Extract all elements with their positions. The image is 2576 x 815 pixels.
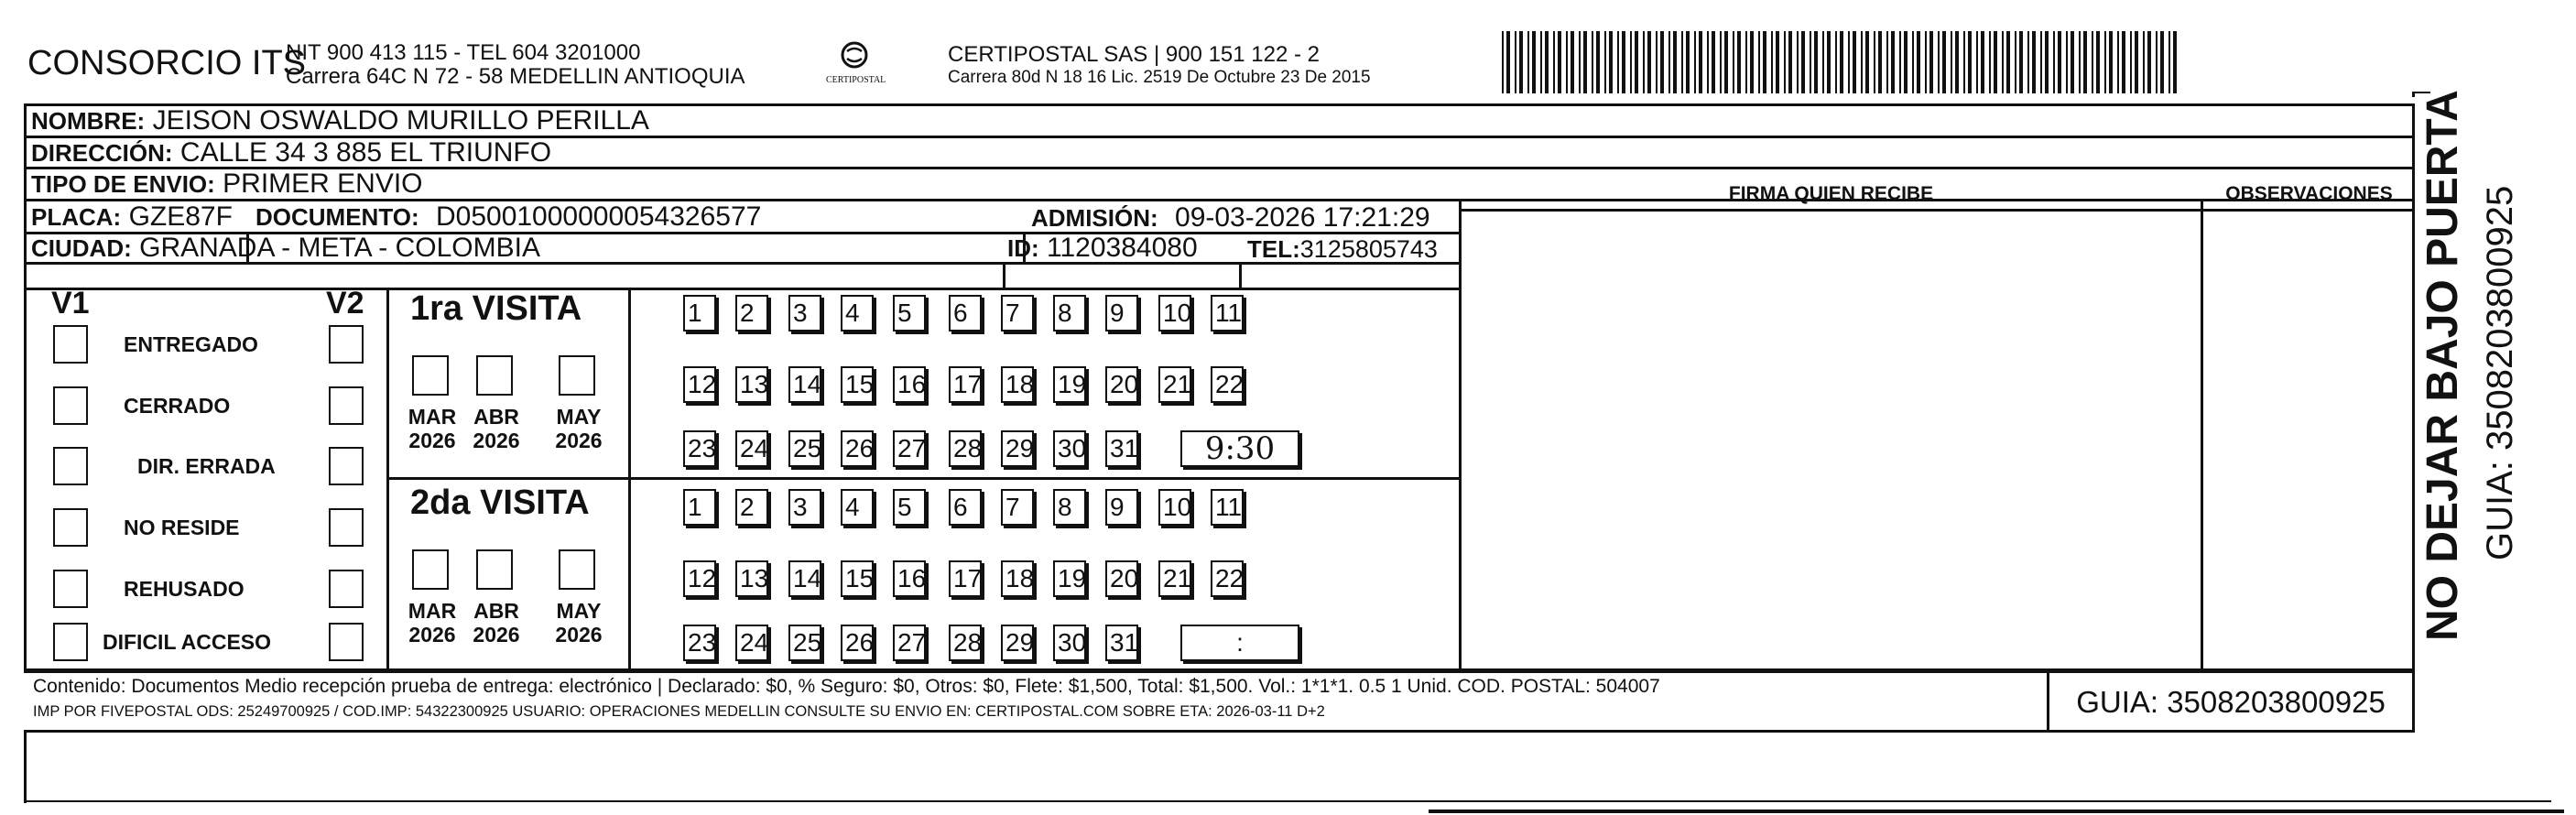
year-label: 2026 bbox=[408, 429, 456, 452]
barcode-bar bbox=[1553, 31, 1555, 93]
status-label: ENTREGADO bbox=[124, 332, 258, 356]
day-box[interactable]: 31 bbox=[1105, 625, 1138, 661]
barcode-bar bbox=[1660, 31, 1664, 93]
barcode-bar bbox=[1955, 31, 1959, 93]
placa-field: PLACA: GZE87F bbox=[31, 201, 233, 232]
month-label: ABR bbox=[473, 405, 519, 429]
carrier-info-line1: CERTIPOSTAL SAS | 900 151 122 - 2 bbox=[948, 42, 1320, 67]
barcode-bar bbox=[1733, 31, 1734, 93]
documento-field: DOCUMENTO: D05001000000054326577 bbox=[255, 201, 762, 232]
day-box[interactable]: 17 bbox=[949, 560, 982, 597]
v1-checkbox[interactable] bbox=[53, 623, 88, 661]
tel-value: 3125805743 bbox=[1299, 235, 1438, 263]
v1-checkbox[interactable] bbox=[53, 386, 88, 425]
day-box[interactable]: 23 bbox=[683, 625, 716, 661]
footer-line1: Contenido: Documentos Medio recepción prueba de entrega: electrónico | Declarado: $0, % Seguro: $0, Otros: $0, Flete: $1,500, Total: $1,500. Vol.: 1*1*1. 0.5 1 Unid. COD. POSTAL: 504007 bbox=[33, 676, 1660, 697]
observaciones-header: OBSERVACIONES bbox=[2225, 183, 2393, 204]
nombre-value: JEISON OSWALDO MURILLO PERILLA bbox=[152, 105, 649, 136]
day-box[interactable]: 6 bbox=[949, 489, 982, 526]
day-box[interactable]: 22 bbox=[1211, 366, 1244, 403]
footer-guia: GUIA: 3508203800925 bbox=[2076, 685, 2386, 719]
month-label: ABR bbox=[473, 599, 519, 623]
day-box[interactable]: 4 bbox=[841, 489, 874, 526]
carrier-info-line2: Carrera 80d N 18 16 Lic. 2519 De Octubre 23 De 2015 bbox=[948, 68, 1371, 87]
day-box[interactable]: 9 bbox=[1105, 489, 1138, 526]
status-label: REHUSADO bbox=[124, 577, 245, 601]
v1-checkbox[interactable] bbox=[53, 508, 88, 547]
v1-checkbox[interactable] bbox=[53, 447, 88, 485]
barcode-bar bbox=[1592, 31, 1593, 93]
barcode-bar bbox=[1604, 31, 1606, 93]
company-info-line2: Carrera 64C N 72 - 58 MEDELLIN ANTIOQUIA bbox=[286, 64, 745, 89]
day-box[interactable]: 1 bbox=[683, 489, 716, 526]
certipostal-logo-text: CERTIPOSTAL bbox=[826, 75, 886, 85]
barcode-bar bbox=[1968, 31, 1972, 93]
barcode-bar bbox=[1694, 31, 1696, 93]
month-label: MAR bbox=[408, 599, 457, 623]
v1-label: V1 bbox=[51, 286, 90, 321]
day-box[interactable]: 5 bbox=[893, 295, 926, 331]
month-checkbox[interactable] bbox=[412, 549, 449, 590]
day-box[interactable]: 8 bbox=[1053, 295, 1086, 331]
barcode-bar bbox=[2147, 31, 2151, 93]
day-box[interactable]: 4 bbox=[841, 295, 874, 331]
direccion-field: DIRECCIÓN: CALLE 34 3 885 EL TRIUNFO bbox=[31, 137, 552, 168]
month-label: MAY bbox=[556, 599, 602, 623]
day-box[interactable]: 15 bbox=[841, 560, 874, 597]
barcode-bar bbox=[1891, 31, 1895, 93]
barcode-bar bbox=[1981, 31, 1984, 93]
day-box[interactable]: 25 bbox=[788, 430, 821, 467]
barcode-bar bbox=[2027, 31, 2029, 93]
admision-value: 09-03-2026 17:21:29 bbox=[1175, 202, 1430, 233]
barcode-bar bbox=[2156, 31, 2158, 93]
barcode-bar bbox=[2040, 31, 2042, 93]
status-label: CERRADO bbox=[124, 394, 231, 418]
v2-checkbox[interactable] bbox=[329, 386, 364, 425]
barcode-bar bbox=[2079, 31, 2081, 93]
barcode-bar bbox=[2066, 31, 2068, 93]
barcode-bar bbox=[2019, 31, 2023, 93]
barcode-bar bbox=[2173, 31, 2177, 93]
barcode-bar bbox=[1853, 31, 1856, 93]
month-label: MAR bbox=[408, 405, 457, 429]
barcode-bar bbox=[1545, 31, 1549, 93]
visit-title: 2da VISITA bbox=[410, 484, 590, 522]
side-warning: NO DEJAR BAJO PUERTA bbox=[2418, 90, 2467, 641]
barcode-bar bbox=[2109, 31, 2113, 93]
day-box[interactable]: 2 bbox=[735, 295, 768, 331]
barcode-bar bbox=[1686, 31, 1690, 93]
barcode-bar bbox=[1878, 31, 1882, 93]
day-box[interactable]: 24 bbox=[735, 430, 768, 467]
barcode bbox=[1502, 31, 2179, 93]
barcode-bar bbox=[1763, 31, 1766, 93]
day-box[interactable]: 13 bbox=[735, 560, 768, 597]
day-box[interactable]: 30 bbox=[1053, 625, 1086, 661]
barcode-bar bbox=[1622, 31, 1625, 93]
v2-checkbox[interactable] bbox=[329, 508, 364, 547]
v2-checkbox[interactable] bbox=[329, 447, 364, 485]
barcode-bar bbox=[1886, 31, 1888, 93]
day-box[interactable]: 26 bbox=[841, 625, 874, 661]
day-box[interactable]: 19 bbox=[1053, 366, 1086, 403]
day-box[interactable]: 16 bbox=[893, 366, 926, 403]
day-box[interactable]: 27 bbox=[893, 625, 926, 661]
day-box[interactable]: 7 bbox=[1001, 489, 1034, 526]
barcode-bar bbox=[1848, 31, 1850, 93]
barcode-bar bbox=[2045, 31, 2049, 93]
id-field: ID: 1120384080 bbox=[1007, 233, 1198, 263]
status-label: DIFICIL ACCESO bbox=[103, 630, 272, 654]
day-box[interactable]: 13 bbox=[735, 366, 768, 403]
direccion-value: CALLE 34 3 885 EL TRIUNFO bbox=[179, 137, 552, 168]
day-box[interactable]: 5 bbox=[893, 489, 926, 526]
barcode-bar bbox=[1609, 31, 1613, 93]
barcode-bar bbox=[1801, 31, 1805, 93]
admision-field: ADMISIÓN: 09-03-2026 17:21:29 bbox=[1031, 202, 1430, 233]
day-box[interactable]: 17 bbox=[949, 366, 982, 403]
barcode-bar bbox=[1617, 31, 1619, 93]
barcode-bar bbox=[1942, 31, 1946, 93]
v2-checkbox[interactable] bbox=[329, 623, 364, 661]
barcode-bar bbox=[1904, 31, 1908, 93]
barcode-bar bbox=[2143, 31, 2145, 93]
barcode-bar bbox=[1566, 31, 1568, 93]
month-label: MAY bbox=[556, 405, 602, 429]
year-label: 2026 bbox=[555, 623, 603, 647]
barcode-bar bbox=[1571, 31, 1574, 93]
day-box[interactable]: 31 bbox=[1105, 430, 1138, 467]
barcode-bar bbox=[2130, 31, 2132, 93]
firma-header: FIRMA QUIEN RECIBE bbox=[1728, 183, 1934, 204]
day-box[interactable]: 19 bbox=[1053, 560, 1086, 597]
documento-value: D05001000000054326577 bbox=[435, 201, 762, 232]
tipo-envio-value: PRIMER ENVIO bbox=[223, 168, 423, 199]
barcode-bar bbox=[1827, 31, 1831, 93]
v2-label: V2 bbox=[326, 286, 364, 321]
footer-line2: IMP POR FIVEPOSTAL ODS: 25249700925 / COD.IMP: 54322300925 USUARIO: OPERACIONES MEDELLIN CONSULTE SU ENVIO EN: CERTIPOSTAL.COM SOBRE ETA: 2026-03-11 D+2 bbox=[33, 703, 1325, 720]
day-box[interactable]: 18 bbox=[1001, 366, 1034, 403]
barcode-bar bbox=[1994, 31, 1997, 93]
tipo-envio-field: TIPO DE ENVIO: PRIMER ENVIO bbox=[31, 168, 423, 199]
barcode-bar bbox=[1540, 31, 1542, 93]
barcode-bar bbox=[1583, 31, 1587, 93]
day-box[interactable]: 10 bbox=[1158, 295, 1191, 331]
barcode-bar bbox=[2006, 31, 2010, 93]
barcode-bar bbox=[1822, 31, 1824, 93]
barcode-bar bbox=[1797, 31, 1799, 93]
barcode-bar bbox=[1643, 31, 1645, 93]
barcode-bar bbox=[1776, 31, 1779, 93]
barcode-bar bbox=[1681, 31, 1683, 93]
company-name: CONSORCIO ITS bbox=[27, 44, 307, 82]
year-label: 2026 bbox=[473, 429, 520, 452]
day-box[interactable]: 29 bbox=[1001, 430, 1034, 467]
day-box[interactable]: 16 bbox=[893, 560, 926, 597]
month-checkbox[interactable] bbox=[476, 355, 513, 396]
day-box[interactable]: 12 bbox=[683, 560, 716, 597]
ciudad-value: GRANADA - META - COLOMBIA bbox=[139, 233, 540, 263]
day-box[interactable]: 14 bbox=[788, 560, 821, 597]
barcode-bar bbox=[1912, 31, 1914, 93]
barcode-bar bbox=[1519, 31, 1523, 93]
day-box[interactable]: 7 bbox=[1001, 295, 1034, 331]
barcode-bar bbox=[2058, 31, 2061, 93]
barcode-bar bbox=[1771, 31, 1773, 93]
time-box[interactable]: : bbox=[1180, 625, 1299, 661]
day-box[interactable]: 24 bbox=[735, 625, 768, 661]
day-box[interactable]: 12 bbox=[683, 366, 716, 403]
barcode-bar bbox=[1720, 31, 1722, 93]
day-box[interactable]: 15 bbox=[841, 366, 874, 403]
barcode-bar bbox=[1750, 31, 1754, 93]
barcode-bar bbox=[1865, 31, 1869, 93]
barcode-bar bbox=[2083, 31, 2087, 93]
barcode-bar bbox=[2053, 31, 2055, 93]
day-box[interactable]: 14 bbox=[788, 366, 821, 403]
barcode-bar bbox=[1712, 31, 1715, 93]
barcode-bar bbox=[2096, 31, 2100, 93]
barcode-bar bbox=[1963, 31, 1965, 93]
barcode-bar bbox=[1814, 31, 1818, 93]
placa-value: GZE87F bbox=[128, 201, 233, 232]
barcode-bar bbox=[1647, 31, 1651, 93]
barcode-bar bbox=[1925, 31, 1927, 93]
day-box[interactable]: 22 bbox=[1211, 560, 1244, 597]
barcode-bar bbox=[2160, 31, 2164, 93]
id-value: 1120384080 bbox=[1047, 233, 1198, 263]
barcode-bar bbox=[1840, 31, 1843, 93]
day-box[interactable]: 28 bbox=[949, 430, 982, 467]
day-box[interactable]: 20 bbox=[1105, 560, 1138, 597]
barcode-bar bbox=[1673, 31, 1677, 93]
barcode-bar bbox=[1707, 31, 1709, 93]
barcode-bar bbox=[2122, 31, 2125, 93]
barcode-bar bbox=[1579, 31, 1581, 93]
barcode-bar bbox=[1502, 31, 1504, 93]
barcode-bar bbox=[2117, 31, 2119, 93]
barcode-bar bbox=[2071, 31, 2074, 93]
visit-title: 1ra VISITA bbox=[410, 289, 582, 328]
day-box[interactable]: 21 bbox=[1158, 560, 1191, 597]
barcode-bar bbox=[2092, 31, 2093, 93]
barcode-bar bbox=[2002, 31, 2004, 93]
barcode-bar bbox=[1938, 31, 1940, 93]
time-box[interactable]: 9:30 bbox=[1180, 430, 1299, 467]
day-box[interactable]: 6 bbox=[949, 295, 982, 331]
barcode-bar bbox=[1989, 31, 1991, 93]
v1-checkbox[interactable] bbox=[53, 570, 88, 608]
day-box[interactable]: 10 bbox=[1158, 489, 1191, 526]
day-box[interactable]: 11 bbox=[1211, 489, 1244, 526]
day-box[interactable]: 25 bbox=[788, 625, 821, 661]
barcode-bar bbox=[1558, 31, 1561, 93]
day-box[interactable]: 2 bbox=[735, 489, 768, 526]
barcode-bar bbox=[1861, 31, 1863, 93]
day-box[interactable]: 21 bbox=[1158, 366, 1191, 403]
barcode-bar bbox=[1630, 31, 1632, 93]
month-checkbox[interactable] bbox=[476, 549, 513, 590]
day-box[interactable]: 3 bbox=[788, 489, 821, 526]
status-label: NO RESIDE bbox=[124, 516, 240, 539]
barcode-bar bbox=[1737, 31, 1741, 93]
barcode-bar bbox=[1951, 31, 1952, 93]
barcode-bar bbox=[1788, 31, 1792, 93]
barcode-bar bbox=[1745, 31, 1747, 93]
barcode-bar bbox=[1976, 31, 1978, 93]
day-box[interactable]: 30 bbox=[1053, 430, 1086, 467]
side-guia: GUIA: 3508203800925 bbox=[2480, 185, 2520, 560]
day-box[interactable]: 3 bbox=[788, 295, 821, 331]
day-box[interactable]: 18 bbox=[1001, 560, 1034, 597]
nombre-field: NOMBRE: JEISON OSWALDO MURILLO PERILLA bbox=[31, 105, 649, 136]
year-label: 2026 bbox=[408, 623, 456, 647]
day-box[interactable]: 26 bbox=[841, 430, 874, 467]
day-box[interactable]: 28 bbox=[949, 625, 982, 661]
barcode-bar bbox=[2032, 31, 2036, 93]
barcode-bar bbox=[2168, 31, 2170, 93]
day-box[interactable]: 9 bbox=[1105, 295, 1138, 331]
month-checkbox[interactable] bbox=[559, 355, 595, 396]
barcode-bar bbox=[1835, 31, 1837, 93]
barcode-bar bbox=[1668, 31, 1670, 93]
year-label: 2026 bbox=[555, 429, 603, 452]
barcode-bar bbox=[1699, 31, 1702, 93]
barcode-bar bbox=[1724, 31, 1728, 93]
barcode-bar bbox=[2015, 31, 2016, 93]
barcode-bar bbox=[1532, 31, 1536, 93]
barcode-bar bbox=[1784, 31, 1786, 93]
barcode-bar bbox=[1596, 31, 1600, 93]
day-box[interactable]: 27 bbox=[893, 430, 926, 467]
day-box[interactable]: 29 bbox=[1001, 625, 1034, 661]
day-box[interactable]: 23 bbox=[683, 430, 716, 467]
v1-checkbox[interactable] bbox=[53, 325, 88, 364]
barcode-bar bbox=[1874, 31, 1875, 93]
barcode-bar bbox=[1527, 31, 1529, 93]
day-box[interactable]: 11 bbox=[1211, 295, 1244, 331]
barcode-icon bbox=[1502, 31, 2179, 93]
v2-checkbox[interactable] bbox=[329, 325, 364, 364]
year-label: 2026 bbox=[473, 623, 520, 647]
month-checkbox[interactable] bbox=[412, 355, 449, 396]
barcode-bar bbox=[1917, 31, 1920, 93]
month-checkbox[interactable] bbox=[559, 549, 595, 590]
day-box[interactable]: 20 bbox=[1105, 366, 1138, 403]
v2-checkbox[interactable] bbox=[329, 570, 364, 608]
barcode-bar bbox=[1656, 31, 1658, 93]
barcode-bar bbox=[1810, 31, 1811, 93]
barcode-bar bbox=[1758, 31, 1760, 93]
barcode-bar bbox=[1506, 31, 1510, 93]
barcode-bar bbox=[1515, 31, 1516, 93]
barcode-bar bbox=[1635, 31, 1638, 93]
tel-field: TEL:3125805743 bbox=[1247, 235, 1438, 263]
company-info-line1: NIT 900 413 115 - TEL 604 3201000 bbox=[286, 40, 641, 65]
status-label: DIR. ERRADA bbox=[137, 454, 276, 478]
barcode-bar bbox=[2135, 31, 2138, 93]
barcode-bar bbox=[2104, 31, 2106, 93]
day-box[interactable]: 1 bbox=[683, 295, 716, 331]
barcode-bar bbox=[1899, 31, 1901, 93]
day-box[interactable]: 8 bbox=[1053, 489, 1086, 526]
ciudad-field: CIUDAD: GRANADA - META - COLOMBIA bbox=[31, 233, 540, 263]
barcode-bar bbox=[1929, 31, 1933, 93]
